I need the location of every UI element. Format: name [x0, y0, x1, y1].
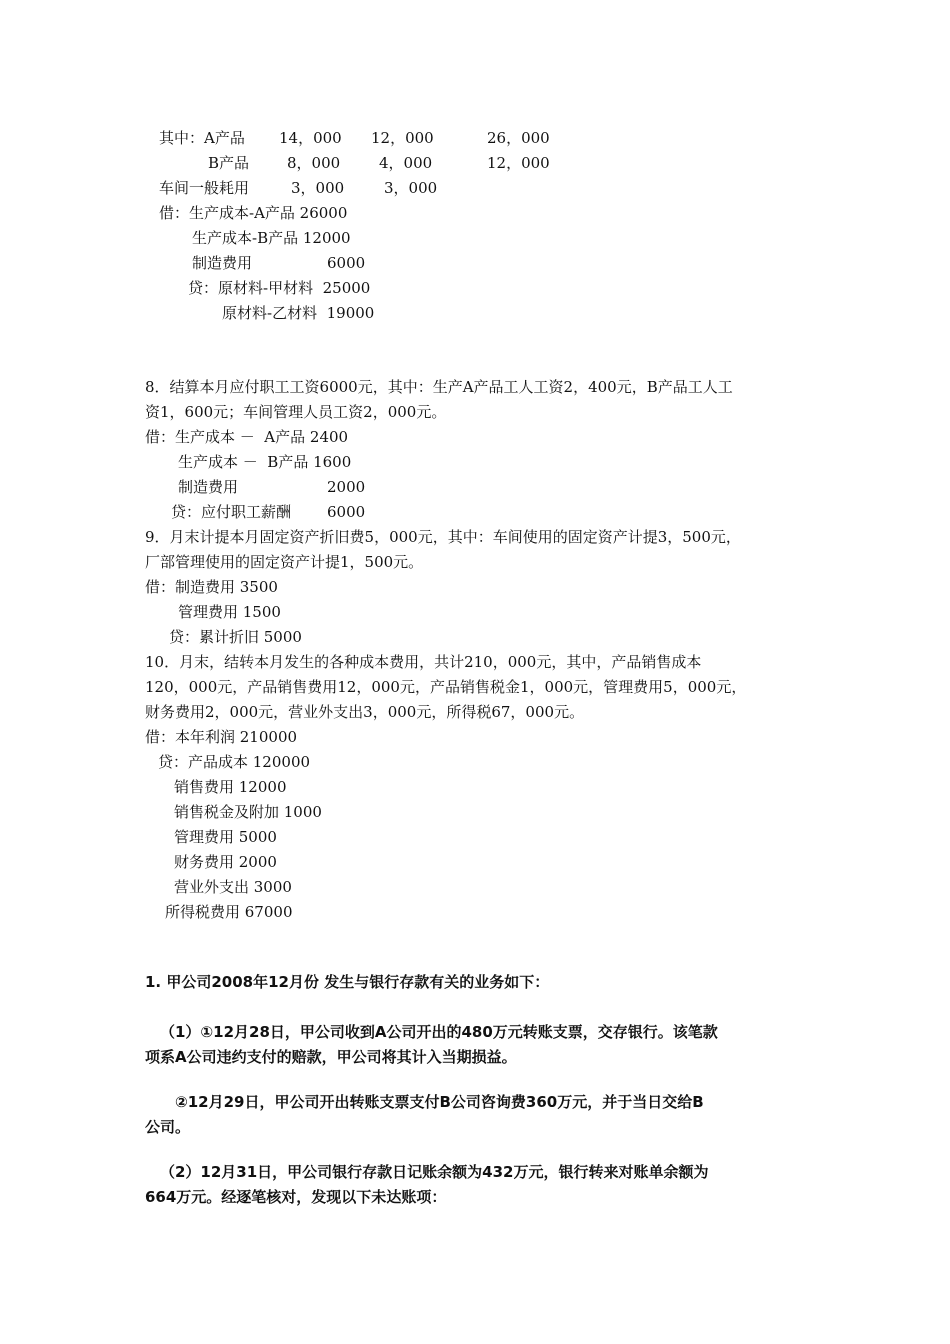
question1-p1-line1: （1）①12月28日，甲公司收到A公司开出的480万元转账支票，交存银行。该笔款 [160, 1023, 718, 1041]
item9-debit-overhead: 借：制造费用 3500 [145, 578, 278, 596]
item9-debit-admin: 管理费用 1500 [178, 603, 281, 621]
entry7-debit-b: 生产成本-B产品 12000 [192, 229, 351, 247]
item8-text-line1: 8．结算本月应付职工工资6000元，其中：生产A产品工人工资2，400元，B产品工人工 [145, 378, 733, 396]
question1-p3-line1: （2）12月31日，甲公司银行存款日记账余额为432万元，银行转来对账单余额为 [160, 1163, 709, 1181]
item8-text-line2: 资1，600元；车间管理人员工资2，000元。 [145, 403, 447, 421]
item10-credit-sales: 销售费用 12000 [174, 778, 287, 796]
row-shop-col2: 3，000 [384, 179, 438, 197]
item8-credit-label: 贷：应付职工薪酬 [171, 503, 292, 521]
item8-credit-amount: 6000 [327, 503, 366, 521]
row-b-col3: 12，000 [487, 154, 550, 172]
row-b-label: B产品 [208, 154, 250, 172]
item10-credit-cost: 贷：产品成本 120000 [158, 753, 311, 771]
question1-p1-line2: 项系A公司违约支付的赔款，甲公司将其计入当期损益。 [145, 1048, 517, 1066]
question1-p2-line2: 公司。 [145, 1118, 191, 1136]
question1-heading: 1. 甲公司2008年12月份 发生与银行存款有关的业务如下： [145, 973, 550, 991]
entry7-credit-yi: 原材料-乙材料 19000 [222, 304, 375, 322]
row-a-label: 其中：A产品 [159, 129, 245, 147]
item9-text-line1: 9．月末计提本月固定资产折旧费5，000元，其中：车间使用的固定资产计提3，500元， [145, 528, 741, 546]
entry7-debit-a: 借：生产成本-A产品 26000 [159, 204, 348, 222]
item10-debit: 借：本年利润 210000 [145, 728, 298, 746]
entry7-credit-jia: 贷：原材料-甲材料 25000 [188, 279, 371, 297]
row-shop-col1: 3，000 [291, 179, 345, 197]
item9-text-line2: 厂部管理使用的固定资产计提1，500元。 [145, 553, 424, 571]
item10-credit-admin: 管理费用 5000 [174, 828, 277, 846]
row-b-col2: 4，000 [379, 154, 433, 172]
item8-debit-a: 借：生产成本 － A产品 2400 [145, 428, 349, 446]
item10-credit-tax: 销售税金及附加 1000 [174, 803, 322, 821]
row-a-col1: 14，000 [279, 129, 342, 147]
entry7-overhead-amount: 6000 [327, 254, 366, 272]
row-a-col2: 12，000 [371, 129, 434, 147]
item10-text-line1: 10．月末，结转本月发生的各种成本费用，共计210，000元，其中，产品销售成本 [145, 653, 702, 671]
question1-p2-line1: ②12月29日，甲公司开出转账支票支付B公司咨询费360万元，并于当日交给B [175, 1093, 704, 1111]
question1-p3-line2: 664万元。经逐笔核对，发现以下未达账项： [145, 1188, 447, 1206]
item8-overhead-label: 制造费用 [178, 478, 239, 496]
item9-credit: 贷：累计折旧 5000 [169, 628, 302, 646]
item10-credit-finance: 财务费用 2000 [174, 853, 277, 871]
item8-debit-b: 生产成本 － B产品 1600 [178, 453, 352, 471]
item10-credit-incometax: 所得税费用 67000 [165, 903, 293, 921]
row-a-col3: 26，000 [487, 129, 550, 147]
item10-credit-nonop: 营业外支出 3000 [174, 878, 292, 896]
row-b-col1: 8，000 [287, 154, 341, 172]
item10-text-line2: 120，000元，产品销售费用12，000元，产品销售税金1，000元，管理费用5，000元， [145, 678, 747, 696]
item8-overhead-amount: 2000 [327, 478, 366, 496]
item10-text-line3: 财务费用2，000元，营业外支出3，000元，所得税67，000元。 [145, 703, 585, 721]
row-shop-label: 车间一般耗用 [159, 179, 250, 197]
entry7-overhead-label: 制造费用 [192, 254, 253, 272]
